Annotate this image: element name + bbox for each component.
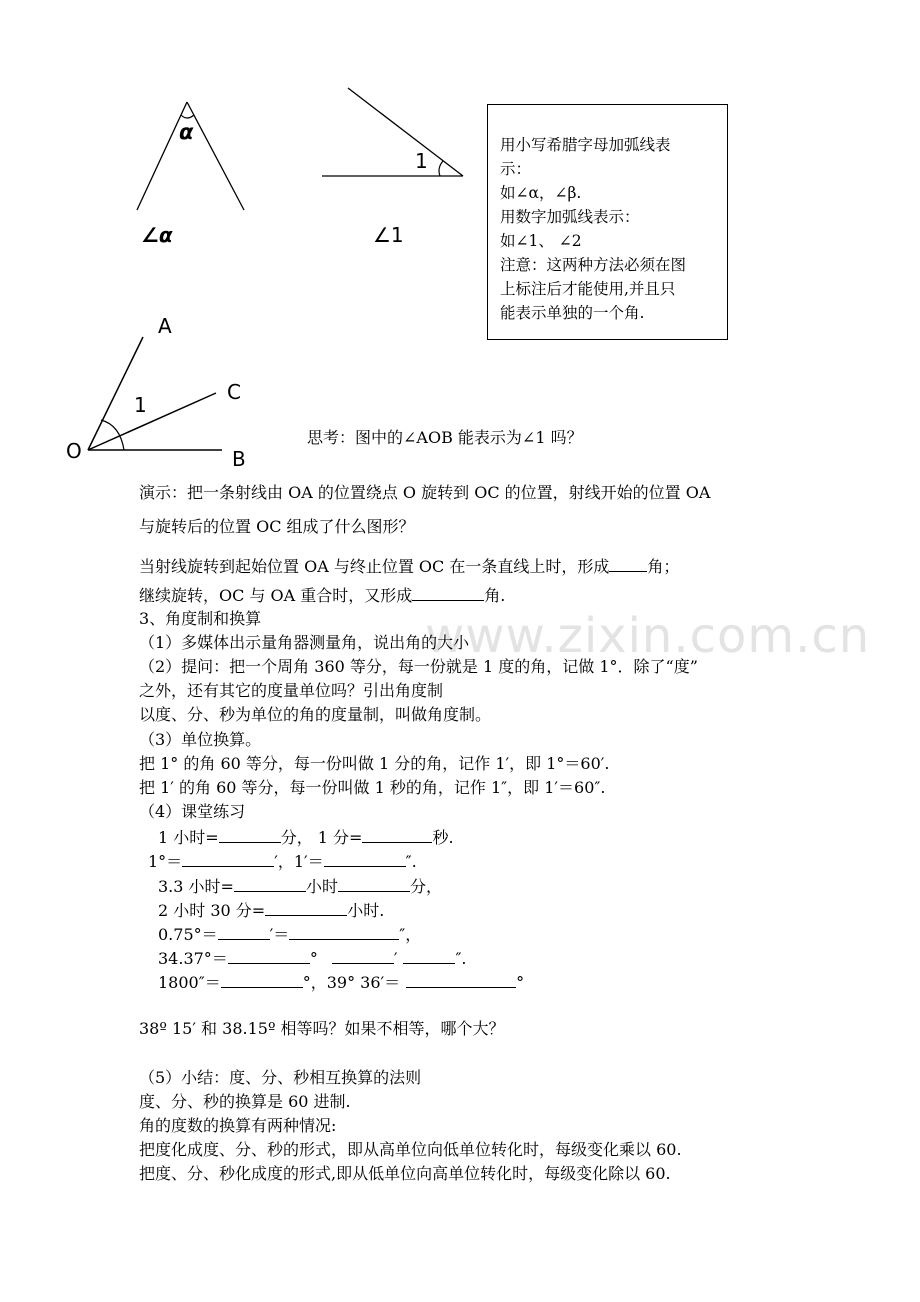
- fill-blank[interactable]: [221, 971, 303, 988]
- exercise-5: 0.75°＝ ′＝ ″，: [158, 925, 422, 944]
- label-o: O: [66, 439, 82, 463]
- fill-blank[interactable]: [338, 875, 410, 892]
- paragraph: 以度、分、秒为单位的角的度量制，叫做角度制。: [139, 705, 492, 724]
- paragraph: 把 1° 的角 60 等分，每一份叫做 1 分的角，记作 1′，即 1°＝60′.: [139, 754, 610, 773]
- note-line: 注意：这两种方法必须在图: [500, 256, 687, 274]
- paragraph: （4）课堂练习: [139, 802, 246, 821]
- aob-figure: [88, 337, 222, 450]
- section-title: 3、角度制和换算: [139, 609, 262, 628]
- fill-blank[interactable]: [265, 899, 347, 916]
- note-line: 用数字加弧线表示：: [500, 208, 640, 226]
- alpha-caption: ∠α: [141, 223, 173, 247]
- demo-line-2: 与旋转后的位置 OC 组成了什么图形？: [139, 517, 415, 536]
- note-line: 如∠α，∠β.: [500, 184, 582, 202]
- paragraph: （5）小结：度、分、秒相互换算的法则: [139, 1068, 422, 1087]
- label-a: A: [158, 314, 172, 338]
- note-line: 上标注后才能使用,并且只: [500, 280, 676, 298]
- paragraph: （2）提问：把一个周角 360 等分，每一份就是 1 度的角，记做 1°．除了“度”: [139, 657, 698, 676]
- fill-blank[interactable]: [609, 555, 647, 572]
- think-question: 思考：图中的∠AOB 能表示为∠1 吗？: [307, 428, 583, 447]
- demo-line-4: 继续旋转，OC 与 OA 重合时，又形成 角.: [139, 586, 506, 605]
- exercise-1: 1 小时= 分， 1 分= 秒.: [158, 828, 454, 847]
- label-c: C: [227, 380, 241, 404]
- fill-blank[interactable]: [406, 971, 516, 988]
- exercise-6: 34.37°＝ ° ′ ″.: [158, 949, 467, 968]
- exercise-4: 2 小时 30 分= 小时.: [158, 901, 385, 920]
- angle-one-figure: [322, 88, 463, 176]
- note-line: 如∠1、 ∠2: [500, 232, 582, 250]
- note-line: 示：: [500, 160, 532, 178]
- alpha-symbol: α: [179, 120, 194, 144]
- note-line: 用小写希腊字母加弧线表: [500, 136, 671, 154]
- paragraph: 角的度数的换算有两种情况:: [139, 1116, 337, 1135]
- fill-blank[interactable]: [412, 584, 484, 601]
- note-line: 能表示单独的一个角.: [500, 304, 645, 322]
- notation-note-box: [487, 104, 728, 340]
- watermark: www.zixin.com.cn: [425, 608, 871, 664]
- paragraph: 把度化成度、分、秒的形式，即从高单位向低单位转化时，每级变化乘以 60.: [139, 1140, 682, 1159]
- fill-blank[interactable]: [218, 923, 270, 940]
- fill-blank[interactable]: [228, 947, 310, 964]
- fill-blank[interactable]: [289, 923, 399, 940]
- exercise-3: 3.3 小时= 小时 分，: [158, 877, 442, 896]
- demo-line-1: 演示：把一条射线由 OA 的位置绕点 O 旋转到 OC 的位置，射线开始的位置 OA: [139, 483, 711, 502]
- fill-blank[interactable]: [219, 826, 281, 843]
- label-b: B: [232, 447, 246, 471]
- fill-blank[interactable]: [324, 850, 406, 867]
- paragraph: （1）多媒体出示量角器测量角，说出角的大小: [139, 633, 470, 652]
- paragraph: 把度、分、秒化成度的形式,即从低单位向高单位转化时，每级变化除以 60.: [139, 1164, 671, 1183]
- paragraph: 度、分、秒的换算是 60 进制.: [139, 1092, 351, 1111]
- one-caption: ∠1: [373, 223, 404, 247]
- fill-blank[interactable]: [362, 826, 432, 843]
- exercise-2: 1°＝ ′，1′＝ ″.: [148, 852, 417, 871]
- fill-blank[interactable]: [234, 875, 306, 892]
- fill-blank[interactable]: [403, 947, 455, 964]
- paragraph: 之外，还有其它的度量单位吗？引出角度制: [139, 681, 444, 700]
- exercise-7: 1800″＝ °，39° 36′＝ °: [158, 973, 525, 992]
- label-1: 1: [134, 393, 147, 417]
- one-symbol: 1: [415, 149, 428, 173]
- paragraph: （3）单位换算。: [139, 730, 262, 749]
- demo-line-3: 当射线旋转到起始位置 OA 与终止位置 OC 在一条直线上时，形成 角；: [139, 557, 680, 576]
- fill-blank[interactable]: [332, 947, 394, 964]
- alpha-angle-figure: [137, 102, 244, 210]
- fill-blank[interactable]: [182, 850, 274, 867]
- comparison-question: 38º 15′ 和 38.15º 相等吗？如果不相等，哪个大？: [139, 1019, 505, 1038]
- paragraph: 把 1′ 的角 60 等分，每一份叫做 1 秒的角，记作 1″，即 1′＝60″.: [139, 778, 606, 797]
